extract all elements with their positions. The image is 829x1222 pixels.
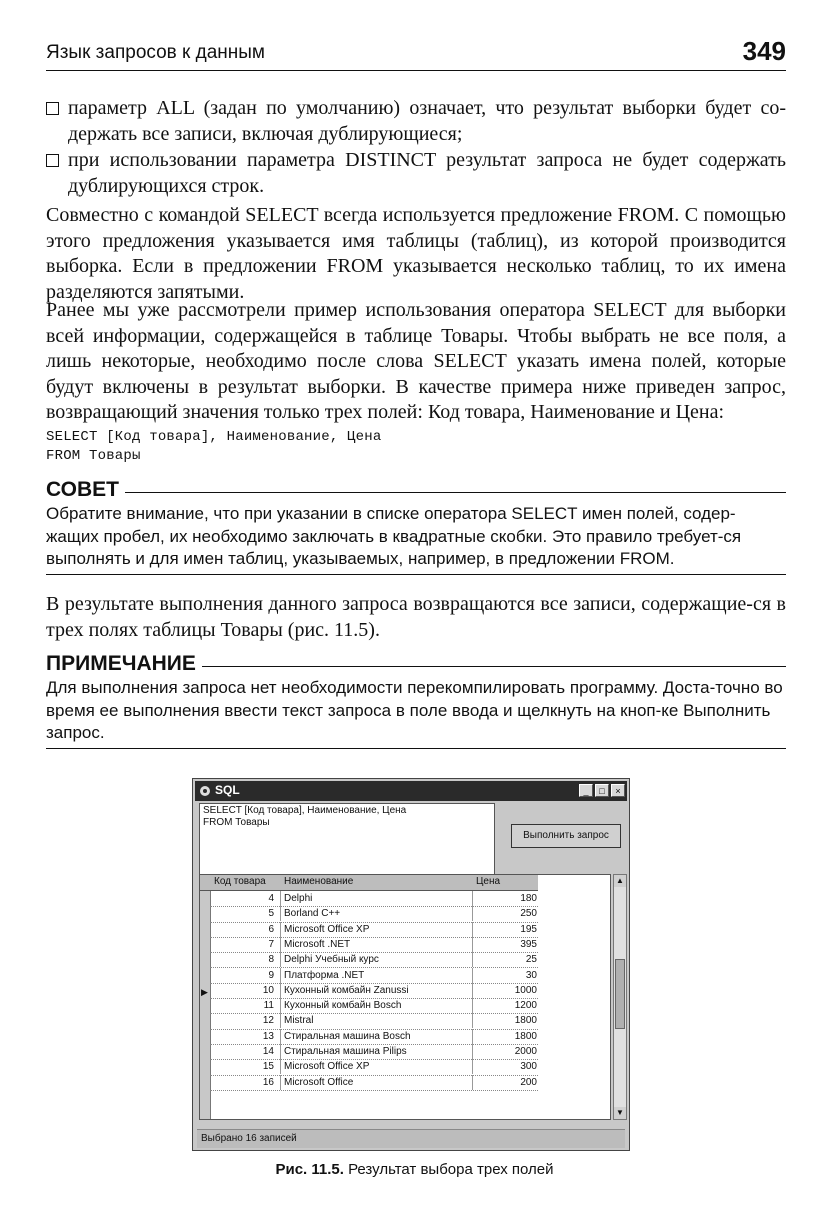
cell-id: 14 bbox=[262, 1046, 274, 1057]
cell-name: Mistral bbox=[280, 1013, 474, 1028]
cell-name: Microsoft Office XP bbox=[280, 922, 474, 937]
page-number: 349 bbox=[742, 36, 786, 66]
cell-id: 8 bbox=[268, 954, 274, 966]
bullet-item bbox=[46, 96, 786, 147]
paragraph: В результате выполнения данного запроса возвращаются все записи, содержащие-ся в трех полях таблицы Товары (рис. 11.5). bbox=[46, 593, 786, 641]
cell-price: 1800 bbox=[472, 1013, 537, 1028]
window-title: SQL bbox=[215, 783, 240, 797]
cell-id: 7 bbox=[268, 938, 274, 950]
cell-price: 195 bbox=[472, 922, 537, 937]
code-listing bbox=[46, 428, 381, 466]
cell-name: Delphi Учебный курс bbox=[280, 952, 474, 967]
cell-id: 16 bbox=[262, 1076, 274, 1088]
minimize-icon[interactable]: _ bbox=[579, 784, 593, 797]
cell-name: Кухонный комбайн Zanussi bbox=[280, 983, 474, 998]
column-header-price[interactable]: Цена bbox=[476, 876, 501, 887]
app-icon bbox=[199, 785, 211, 797]
bullet-item bbox=[46, 148, 786, 199]
column-header-name[interactable]: Наименование bbox=[284, 876, 354, 887]
scroll-down-icon[interactable]: ▼ bbox=[614, 1107, 626, 1119]
cell-id: 4 bbox=[268, 893, 274, 904]
paragraph: Ранее мы уже рассмотрели пример использования оператора SELECT для выборки всей информации, содержащейся в таблице Товары. Чтобы выбрать не все поля, а лишь некоторые, необходимо после слова SELECT указать имена полей, которые будут включены в результат выборки. В качестве примера ниже приведен запрос, возвращающий значения только трех полей: Код товара, Наименование и Цена: bbox=[46, 299, 786, 423]
table-row[interactable] bbox=[210, 1013, 538, 1029]
code-line: SELECT [Код товара], Наименование, Цена bbox=[46, 429, 382, 445]
tip-title: СОВЕТ bbox=[46, 478, 125, 502]
note-divider bbox=[46, 748, 786, 749]
cell-id: 15 bbox=[262, 1061, 274, 1073]
table-row[interactable] bbox=[210, 1044, 538, 1060]
cell-id: 10 bbox=[262, 984, 274, 996]
cell-price: 250 bbox=[472, 906, 537, 921]
table-row[interactable] bbox=[210, 952, 538, 968]
running-head bbox=[46, 36, 786, 71]
note-title: ПРИМЕЧАНИЕ bbox=[46, 652, 202, 676]
table-row[interactable] bbox=[210, 906, 538, 922]
cell-id: 13 bbox=[262, 1030, 274, 1042]
cell-price: 1200 bbox=[472, 998, 537, 1013]
cell-price: 200 bbox=[472, 1075, 537, 1090]
cell-id: 6 bbox=[268, 923, 274, 935]
cell-name: Платформа .NET bbox=[280, 968, 474, 983]
bullet-text: параметр ALL (задан по умолчанию) означает, что результат выборки будет со-держать все записи, включая дублирующиеся; bbox=[68, 97, 786, 145]
maximize-icon[interactable]: □ bbox=[595, 784, 609, 797]
cell-id: 11 bbox=[263, 1000, 274, 1012]
vertical-scrollbar[interactable] bbox=[613, 874, 627, 1120]
table-row[interactable] bbox=[210, 937, 538, 953]
tip-text: Обратите внимание, что при указании в списке оператора SELECT имен полей, содер-жащих пробел, их необходимо заключать в квадратные скобки. Это правило требует-ся выполнять и для имен таблиц, указываемых, например, в предложении FROM. bbox=[46, 504, 742, 568]
execute-query-button[interactable]: Выполнить запрос bbox=[511, 824, 621, 848]
checkbox-bullet-icon bbox=[46, 154, 59, 167]
results-grid[interactable] bbox=[199, 874, 611, 1120]
note-text: Для выполнения запроса нет необходимости перекомпилировать программу. Доста-точно во время ее выполнения ввести текст запроса в поле ввода и щелкнуть на кноп-ке Выполнить запрос. bbox=[46, 678, 783, 742]
cell-name: Microsoft Office XP bbox=[280, 1059, 474, 1074]
table-row[interactable] bbox=[210, 968, 538, 984]
query-line: FROM Товары bbox=[203, 817, 270, 828]
cell-id: 9 bbox=[268, 969, 274, 981]
cell-name: Кухонный комбайн Bosch bbox=[280, 998, 474, 1013]
table-row[interactable] bbox=[210, 891, 538, 907]
cell-name: Стиральная машина Bosch bbox=[280, 1029, 474, 1044]
query-line: SELECT [Код товара], Наименование, Цена bbox=[203, 805, 407, 816]
cell-price: 2000 bbox=[472, 1044, 537, 1059]
window-titlebar[interactable] bbox=[195, 781, 627, 801]
checkbox-bullet-icon bbox=[46, 102, 59, 115]
table-row[interactable] bbox=[210, 983, 538, 999]
current-row-arrow-icon: ▶ bbox=[201, 987, 208, 997]
cell-id: 12 bbox=[262, 1015, 274, 1027]
tip-divider bbox=[46, 574, 786, 575]
cell-name: Microsoft .NET bbox=[280, 937, 474, 952]
running-title: Язык запросов к данным bbox=[46, 42, 265, 63]
cell-id: 5 bbox=[268, 908, 274, 920]
cell-price: 1000 bbox=[472, 983, 537, 998]
figure-caption bbox=[0, 1161, 829, 1178]
scroll-up-icon[interactable]: ▲ bbox=[614, 875, 626, 887]
cell-price: 180 bbox=[472, 891, 537, 906]
table-row[interactable] bbox=[210, 922, 538, 938]
scroll-thumb[interactable] bbox=[615, 959, 625, 1029]
sql-window bbox=[192, 778, 630, 1151]
grid-header bbox=[200, 875, 538, 891]
close-icon[interactable]: × bbox=[611, 784, 625, 797]
bullet-text: при использовании параметра DISTINCT результат запроса не будет содержать дублирующихся строк. bbox=[68, 149, 786, 197]
cell-name: Delphi bbox=[280, 891, 474, 906]
table-row[interactable] bbox=[210, 1075, 538, 1091]
caption-label: Рис. 11.5. bbox=[275, 1161, 344, 1178]
cell-name: Стиральная машина Pilips bbox=[280, 1044, 474, 1059]
cell-price: 395 bbox=[472, 937, 537, 952]
cell-price: 1800 bbox=[472, 1029, 537, 1044]
cell-name: Borland C++ bbox=[280, 906, 474, 921]
table-row[interactable] bbox=[210, 1059, 538, 1075]
tip-header bbox=[46, 478, 786, 502]
cell-price: 30 bbox=[472, 968, 537, 983]
table-row[interactable] bbox=[210, 998, 538, 1014]
caption-text: Результат выбора трех полей bbox=[348, 1161, 554, 1178]
table-row[interactable] bbox=[210, 1029, 538, 1045]
note-header bbox=[46, 652, 786, 676]
status-bar: Выбрано 16 записей bbox=[197, 1129, 625, 1148]
column-header-id[interactable]: Код товара bbox=[214, 876, 266, 887]
code-line: FROM Товары bbox=[46, 448, 141, 464]
cell-price: 25 bbox=[472, 952, 537, 967]
paragraph: Совместно с командой SELECT всегда используется предложение FROM. С помощью этого предложения указывается имя таблицы (таблиц), из которой производится выборка. Если в предложении FROM указывается несколько таблиц, то их имена разделяются запятыми. bbox=[46, 204, 786, 303]
cell-name: Microsoft Office bbox=[280, 1075, 474, 1090]
cell-price: 300 bbox=[472, 1059, 537, 1074]
